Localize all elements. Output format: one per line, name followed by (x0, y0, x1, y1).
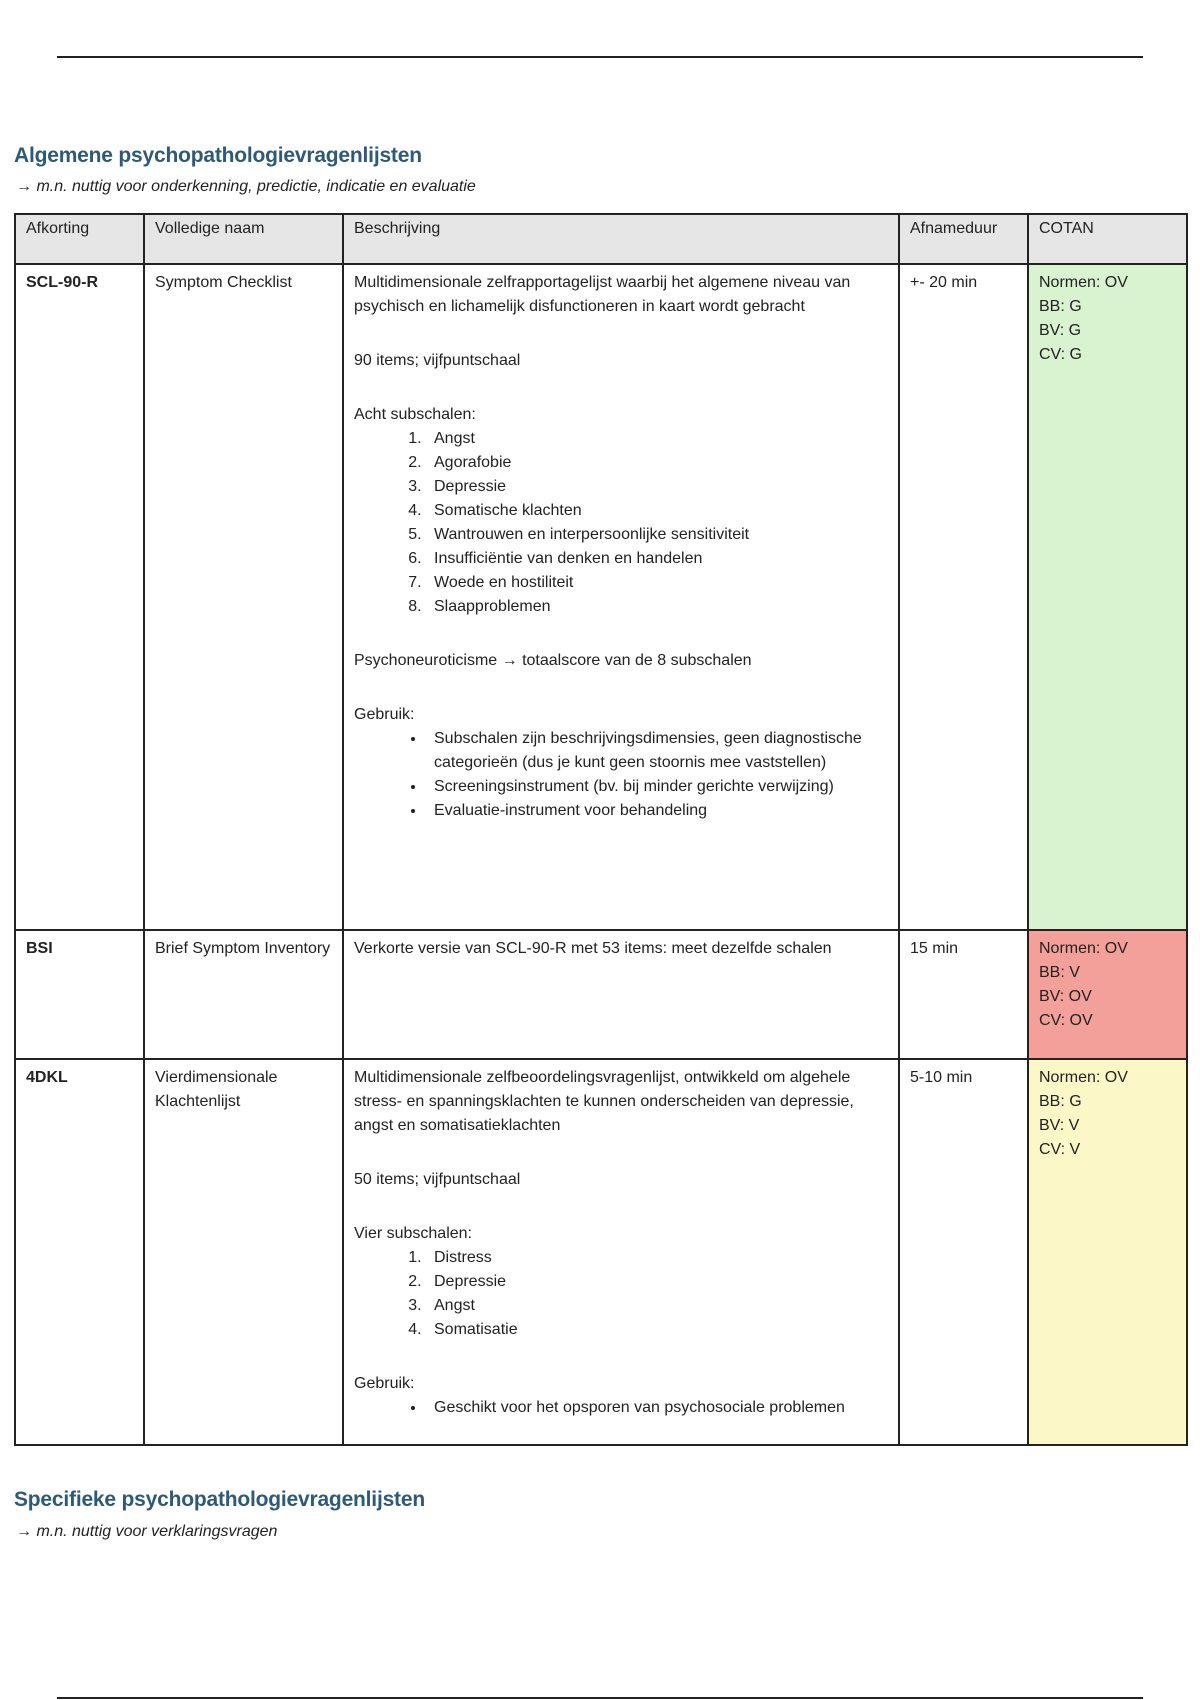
row-full-name: Symptom Checklist (144, 264, 343, 930)
header-abbreviation: Afkorting (15, 214, 144, 264)
list-item: • Screeningsinstrument (bv. bij minder gerichte verwijzing) (426, 775, 888, 799)
row-cotan (1028, 264, 1187, 930)
use-list (354, 1396, 888, 1420)
subscale-list (354, 427, 888, 619)
section-title-specific: Specifieke psychopathologievragenlijsten (14, 1488, 425, 1511)
row-duration: 5-10 min (899, 1059, 1028, 1445)
row-cotan (1028, 930, 1187, 1059)
row-duration: +- 20 min (899, 264, 1028, 930)
list-item: 2. Agorafobie (426, 451, 888, 475)
list-item: 4. Somatisatie (426, 1318, 888, 1342)
list-item: 3. Angst (426, 1294, 888, 1318)
row-abbreviation: 4DKL (15, 1059, 144, 1445)
description-items: 50 items; vijfpuntschaal (354, 1171, 521, 1188)
list-item: 3. Depressie (426, 475, 888, 499)
description-intro: Verkorte versie van SCL-90-R met 53 items: meet dezelfde schalen (354, 940, 832, 957)
description-total: Psychoneuroticisme → totaalscore van de 8 subschalen (354, 652, 752, 669)
list-item: 8. Slaapproblemen (426, 595, 888, 619)
table-header-row (15, 214, 1187, 264)
subscales-label: Acht subschalen: (354, 406, 476, 423)
cotan-bv: BV: OV (1039, 988, 1092, 1005)
cotan-bv: BV: G (1039, 322, 1082, 339)
header-duration: Afnameduur (899, 214, 1028, 264)
row-description (343, 1059, 899, 1445)
list-item: 7. Woede en hostiliteit (426, 571, 888, 595)
header-rule (57, 56, 1143, 58)
list-item: 1. Angst (426, 427, 888, 451)
cotan-bb: BB: V (1039, 964, 1080, 981)
cotan-norms: Normen: OV (1039, 274, 1128, 291)
cotan-bv: BV: V (1039, 1117, 1080, 1134)
row-full-name: Vierdimensionale Klachtenlijst (144, 1059, 343, 1445)
list-item: • Evaluatie-instrument voor behandeling (426, 799, 888, 823)
section-subtitle-general: → m.n. nuttig voor onderkenning, predictie, indicatie en evaluatie (16, 178, 476, 195)
row-abbreviation: BSI (15, 930, 144, 1059)
list-item: • Geschikt voor het opsporen van psychosociale problemen (426, 1396, 888, 1420)
cotan-norms: Normen: OV (1039, 1069, 1128, 1086)
row-abbreviation: SCL-90-R (15, 264, 144, 930)
cotan-cv: CV: G (1039, 346, 1082, 363)
row-full-name: Brief Symptom Inventory (144, 930, 343, 1059)
header-cotan: COTAN (1028, 214, 1187, 264)
cotan-bb: BB: G (1039, 298, 1082, 315)
list-item: 6. Insufficiëntie van denken en handelen (426, 547, 888, 571)
cotan-bb: BB: G (1039, 1093, 1082, 1110)
footer-rule (57, 1697, 1143, 1699)
list-item: • Subschalen zijn beschrijvingsdimensies, geen diagnostische categorieën (dus je kunt geen stoornis mee vaststellen) (426, 727, 888, 775)
row-description (343, 930, 899, 1059)
description-items: 90 items; vijfpuntschaal (354, 352, 521, 369)
header-full-name: Volledige naam (144, 214, 343, 264)
table-row (15, 1059, 1187, 1445)
list-item: 5. Wantrouwen en interpersoonlijke sensitiviteit (426, 523, 888, 547)
row-duration: 15 min (899, 930, 1028, 1059)
use-label: Gebruik: (354, 706, 415, 723)
section-subtitle-specific: → m.n. nuttig voor verklaringsvragen (16, 1523, 278, 1540)
row-description (343, 264, 899, 930)
row-cotan (1028, 1059, 1187, 1445)
questionnaire-table (14, 213, 1188, 1446)
list-item: 1. Distress (426, 1246, 888, 1270)
list-item: 2. Depressie (426, 1270, 888, 1294)
description-intro: Multidimensionale zelfrapportagelijst waarbij het algemene niveau van psychisch en lichamelijk disfunctioneren in kaart wordt gebracht (354, 274, 851, 315)
use-label: Gebruik: (354, 1375, 415, 1392)
section-title-general: Algemene psychopathologievragenlijsten (14, 144, 422, 167)
subscales-label: Vier subschalen: (354, 1225, 472, 1242)
list-item: 4. Somatische klachten (426, 499, 888, 523)
cotan-norms: Normen: OV (1039, 940, 1128, 957)
table-row (15, 264, 1187, 930)
description-intro: Multidimensionale zelfbeoordelingsvragenlijst, ontwikkeld om algehele stress- en spanningsklachten te kunnen onderscheiden van depressie, angst en somatisatieklachten (354, 1069, 854, 1134)
cotan-cv: CV: OV (1039, 1012, 1093, 1029)
header-description: Beschrijving (343, 214, 899, 264)
cotan-cv: CV: V (1039, 1141, 1081, 1158)
subscale-list (354, 1246, 888, 1342)
use-list (354, 727, 888, 823)
table-row (15, 930, 1187, 1059)
